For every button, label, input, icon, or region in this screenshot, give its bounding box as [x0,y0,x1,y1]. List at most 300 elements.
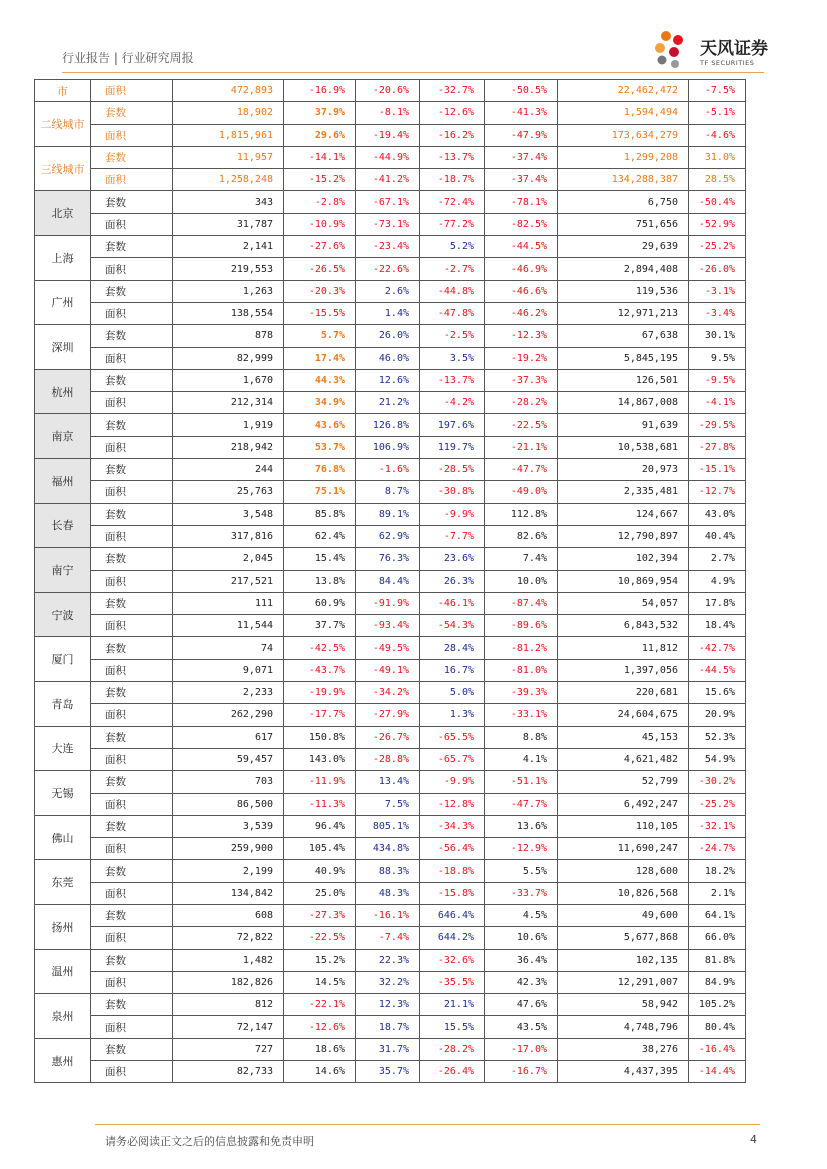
value-cell: 143.0% [284,748,356,770]
value-cell: 4.5% [485,904,558,926]
value-cell: -50.4% [689,191,746,213]
value-cell: 18.4% [689,615,746,637]
value-cell: 220,681 [558,682,689,704]
table-row [35,860,746,882]
value-cell: -81.0% [485,659,558,681]
value-cell: 244 [173,459,284,481]
value-cell: -54.3% [420,615,485,637]
value-cell: 1,815,961 [173,124,284,146]
value-cell: -46.2% [485,302,558,324]
metric-cell: 套数 [91,904,173,926]
metric-cell: 面积 [91,213,173,235]
value-cell: 26.0% [356,325,420,347]
value-cell: 110,105 [558,815,689,837]
value-cell: 5.5% [485,860,558,882]
value-cell: -46.6% [485,280,558,302]
table-row [35,971,746,993]
value-cell: -10.9% [284,213,356,235]
value-cell: -37.4% [485,146,558,168]
value-cell: 49,600 [558,904,689,926]
value-cell: 128,600 [558,860,689,882]
value-cell: 2,199 [173,860,284,882]
value-cell: 12.6% [356,369,420,391]
value-cell: -5.1% [689,102,746,124]
value-cell: -21.1% [485,436,558,458]
value-cell: -47.7% [485,793,558,815]
value-cell: 644.2% [420,927,485,949]
value-cell: 12,790,897 [558,525,689,547]
value-cell: 25.0% [284,882,356,904]
value-cell: 59,457 [173,748,284,770]
table-row [35,525,746,547]
value-cell: 75.1% [284,481,356,503]
city-cell: 上海 [35,236,91,281]
value-cell: 15.2% [284,949,356,971]
value-cell: 23.6% [420,548,485,570]
value-cell: 102,394 [558,548,689,570]
value-cell: 66.0% [689,927,746,949]
value-cell: -27.3% [284,904,356,926]
value-cell: 24,604,675 [558,704,689,726]
value-cell: -28.2% [485,392,558,414]
value-cell: 82,999 [173,347,284,369]
value-cell: -46.1% [420,592,485,614]
value-cell: -28.5% [420,459,485,481]
table-row [35,503,746,525]
value-cell: 17.4% [284,347,356,369]
value-cell: -32.6% [420,949,485,971]
value-cell: 40.4% [689,525,746,547]
value-cell: 805.1% [356,815,420,837]
value-cell: 1,670 [173,369,284,391]
value-cell: 5,677,868 [558,927,689,949]
value-cell: 64.1% [689,904,746,926]
value-cell: -2.7% [420,258,485,280]
value-cell: -32.7% [420,80,485,102]
value-cell: 126.8% [356,414,420,436]
value-cell: 89.1% [356,503,420,525]
value-cell: -7.5% [689,80,746,102]
metric-cell: 面积 [91,748,173,770]
value-cell: -15.5% [284,302,356,324]
value-cell: 21.2% [356,392,420,414]
value-cell: 12,291,007 [558,971,689,993]
logo-name: 天风证券 [700,39,768,59]
value-cell: 212,314 [173,392,284,414]
metric-cell: 套数 [91,1038,173,1060]
table-row [35,793,746,815]
value-cell: 10.0% [485,570,558,592]
value-cell: -65.5% [420,726,485,748]
metric-cell: 面积 [91,80,173,102]
report-header-title: 行业报告 | 行业研究周报 [62,51,194,65]
value-cell: -42.5% [284,637,356,659]
value-cell: -26.7% [356,726,420,748]
value-cell: -49.0% [485,481,558,503]
table-row [35,347,746,369]
metric-cell: 套数 [91,146,173,168]
value-cell: 18.6% [284,1038,356,1060]
value-cell: -50.5% [485,80,558,102]
metric-cell: 面积 [91,570,173,592]
value-cell: -2.8% [284,191,356,213]
table-row [35,80,746,102]
value-cell: 52.3% [689,726,746,748]
value-cell: -12.7% [689,481,746,503]
table-row [35,592,746,614]
value-cell: 8.7% [356,481,420,503]
metric-cell: 面积 [91,1061,173,1083]
table-row [35,949,746,971]
value-cell: 11,957 [173,146,284,168]
value-cell: -17.7% [284,704,356,726]
value-cell: -37.3% [485,369,558,391]
value-cell: -22.6% [356,258,420,280]
value-cell: 218,942 [173,436,284,458]
value-cell: 14.6% [284,1061,356,1083]
value-cell: -82.5% [485,213,558,235]
table-row [35,994,746,1016]
value-cell: 96.4% [284,815,356,837]
value-cell: 58,942 [558,994,689,1016]
metric-cell: 套数 [91,280,173,302]
table-row [35,726,746,748]
value-cell: 6,750 [558,191,689,213]
value-cell: 1.3% [420,704,485,726]
value-cell: 124,667 [558,503,689,525]
table-row [35,927,746,949]
value-cell: 2.1% [689,882,746,904]
value-cell: 138,554 [173,302,284,324]
value-cell: 106.9% [356,436,420,458]
value-cell: -44.8% [420,280,485,302]
value-cell: 7.4% [485,548,558,570]
table-row [35,882,746,904]
metric-cell: 面积 [91,302,173,324]
value-cell: 40.9% [284,860,356,882]
logo-subtitle: TF SECURITIES [700,59,755,67]
value-cell: -42.7% [689,637,746,659]
value-cell: 31.7% [356,1038,420,1060]
value-cell: -39.3% [485,682,558,704]
city-cell: 杭州 [35,369,91,414]
value-cell: 37.7% [284,615,356,637]
metric-cell: 套数 [91,815,173,837]
value-cell: -78.1% [485,191,558,213]
value-cell: 42.3% [485,971,558,993]
value-cell: 173,634,279 [558,124,689,146]
table-row [35,548,746,570]
value-cell: -26.5% [284,258,356,280]
value-cell: 81.8% [689,949,746,971]
value-cell: 150.8% [284,726,356,748]
value-cell: 30.1% [689,325,746,347]
value-cell: 4.1% [485,748,558,770]
value-cell: 37.9% [284,102,356,124]
value-cell: -22.5% [284,927,356,949]
value-cell: -3.4% [689,302,746,324]
value-cell: -73.1% [356,213,420,235]
value-cell: 1,258,248 [173,169,284,191]
value-cell: 14.5% [284,971,356,993]
value-cell: -89.6% [485,615,558,637]
value-cell: 18,902 [173,102,284,124]
value-cell: 43.5% [485,1016,558,1038]
value-cell: 72,822 [173,927,284,949]
value-cell: 31.0% [689,146,746,168]
metric-cell: 面积 [91,1016,173,1038]
company-logo [650,28,770,72]
city-cell: 三线城市 [35,146,91,191]
value-cell: -22.1% [284,994,356,1016]
table-row [35,838,746,860]
table-row [35,302,746,324]
value-cell: 608 [173,904,284,926]
value-cell: 16.7% [420,659,485,681]
value-cell: 2.7% [689,548,746,570]
value-cell: 32.2% [356,971,420,993]
value-cell: -28.2% [420,1038,485,1060]
value-cell: 67,638 [558,325,689,347]
value-cell: 54,057 [558,592,689,614]
value-cell: -47.7% [485,459,558,481]
table-row [35,1038,746,1060]
table-row [35,191,746,213]
table-body [35,80,746,1083]
city-cell: 厦门 [35,637,91,682]
header-rule [62,72,764,73]
table-row [35,236,746,258]
value-cell: 21.1% [420,994,485,1016]
value-cell: -11.9% [284,771,356,793]
value-cell: -52.9% [689,213,746,235]
metric-cell: 面积 [91,971,173,993]
value-cell: -1.6% [356,459,420,481]
value-cell: -19.4% [356,124,420,146]
city-cell: 南京 [35,414,91,459]
value-cell: 119.7% [420,436,485,458]
value-cell: 84.9% [689,971,746,993]
value-cell: -14.4% [689,1061,746,1083]
value-cell: 105.4% [284,838,356,860]
logo-flower-icon [650,28,696,72]
value-cell: -16.9% [284,80,356,102]
value-cell: -16.7% [485,1061,558,1083]
table-row [35,815,746,837]
metric-cell: 面积 [91,124,173,146]
value-cell: -43.7% [284,659,356,681]
value-cell: 217,521 [173,570,284,592]
table-row [35,637,746,659]
table-row [35,146,746,168]
value-cell: 48.3% [356,882,420,904]
value-cell: 6,492,247 [558,793,689,815]
value-cell: -2.5% [420,325,485,347]
value-cell: -44.5% [689,659,746,681]
metric-cell: 面积 [91,481,173,503]
value-cell: 45,153 [558,726,689,748]
value-cell: 102,135 [558,949,689,971]
value-cell: 197.6% [420,414,485,436]
value-cell: 13.6% [485,815,558,837]
metric-cell: 面积 [91,793,173,815]
metric-cell: 套数 [91,771,173,793]
value-cell: -4.6% [689,124,746,146]
table-row [35,904,746,926]
value-cell: -18.8% [420,860,485,882]
value-cell: 3.5% [420,347,485,369]
value-cell: 22,462,472 [558,80,689,102]
value-cell: 3,539 [173,815,284,837]
footer-disclaimer: 请务必阅读正文之后的信息披露和免责申明 [105,1135,314,1148]
value-cell: 44.3% [284,369,356,391]
value-cell: 134,842 [173,882,284,904]
value-cell: -4.2% [420,392,485,414]
value-cell: 617 [173,726,284,748]
city-cell: 北京 [35,191,91,236]
value-cell: 80.4% [689,1016,746,1038]
metric-cell: 套数 [91,994,173,1016]
value-cell: 2,233 [173,682,284,704]
value-cell: 29,639 [558,236,689,258]
value-cell: -12.6% [284,1016,356,1038]
value-cell: -15.1% [689,459,746,481]
value-cell: 82,733 [173,1061,284,1083]
value-cell: -27.8% [689,436,746,458]
value-cell: -14.1% [284,146,356,168]
metric-cell: 套数 [91,102,173,124]
value-cell: -16.4% [689,1038,746,1060]
value-cell: 4,748,796 [558,1016,689,1038]
footer-rule [95,1124,760,1125]
value-cell: 91,639 [558,414,689,436]
value-cell: -25.2% [689,793,746,815]
table-row [35,459,746,481]
value-cell: 54.9% [689,748,746,770]
table-row [35,1016,746,1038]
value-cell: 10,538,681 [558,436,689,458]
metric-cell: 面积 [91,615,173,637]
table-row [35,704,746,726]
value-cell: -25.2% [689,236,746,258]
metric-cell: 面积 [91,392,173,414]
value-cell: 4.9% [689,570,746,592]
metric-cell: 套数 [91,860,173,882]
table-row [35,748,746,770]
value-cell: -41.3% [485,102,558,124]
value-cell: -15.2% [284,169,356,191]
value-cell: -27.9% [356,704,420,726]
value-cell: -11.3% [284,793,356,815]
value-cell: 17.8% [689,592,746,614]
value-cell: 85.8% [284,503,356,525]
value-cell: 5.0% [420,682,485,704]
value-cell: -46.9% [485,258,558,280]
value-cell: 20.9% [689,704,746,726]
value-cell: 10,826,568 [558,882,689,904]
value-cell: 9,071 [173,659,284,681]
city-cell: 长春 [35,503,91,548]
table-row [35,258,746,280]
city-cell: 温州 [35,949,91,994]
value-cell: 82.6% [485,525,558,547]
table-row [35,124,746,146]
city-cell: 广州 [35,280,91,325]
city-cell: 南宁 [35,548,91,593]
value-cell: 34.9% [284,392,356,414]
value-cell: 1,594,494 [558,102,689,124]
value-cell: 126,501 [558,369,689,391]
metric-cell: 面积 [91,927,173,949]
value-cell: 62.9% [356,525,420,547]
value-cell: -9.9% [420,503,485,525]
value-cell: 11,812 [558,637,689,659]
value-cell: 11,690,247 [558,838,689,860]
value-cell: -51.1% [485,771,558,793]
value-cell: -3.1% [689,280,746,302]
value-cell: 18.2% [689,860,746,882]
value-cell: -19.2% [485,347,558,369]
value-cell: -49.1% [356,659,420,681]
value-cell: 434.8% [356,838,420,860]
value-cell: 1,482 [173,949,284,971]
metric-cell: 套数 [91,459,173,481]
value-cell: 28.4% [420,637,485,659]
value-cell: 812 [173,994,284,1016]
value-cell: 76.8% [284,459,356,481]
table-row [35,481,746,503]
value-cell: 35.7% [356,1061,420,1083]
value-cell: 2,141 [173,236,284,258]
value-cell: 15.5% [420,1016,485,1038]
table-row [35,436,746,458]
value-cell: 317,816 [173,525,284,547]
city-sales-table [34,79,746,1083]
value-cell: 26.3% [420,570,485,592]
value-cell: -12.6% [420,102,485,124]
value-cell: 259,900 [173,838,284,860]
value-cell: 1,263 [173,280,284,302]
city-cell: 佛山 [35,815,91,860]
value-cell: 646.4% [420,904,485,926]
table-row [35,414,746,436]
value-cell: -26.4% [420,1061,485,1083]
value-cell: 12,971,213 [558,302,689,324]
value-cell: 22.3% [356,949,420,971]
value-cell: 111 [173,592,284,614]
value-cell: 15.6% [689,682,746,704]
value-cell: 1.4% [356,302,420,324]
city-cell: 惠州 [35,1038,91,1083]
value-cell: -47.8% [420,302,485,324]
city-cell: 深圳 [35,325,91,370]
table-row [35,570,746,592]
value-cell: -15.8% [420,882,485,904]
value-cell: -20.6% [356,80,420,102]
table-row [35,325,746,347]
city-cell: 青岛 [35,682,91,727]
value-cell: -67.1% [356,191,420,213]
city-cell: 东莞 [35,860,91,905]
metric-cell: 套数 [91,191,173,213]
value-cell: 6,843,532 [558,615,689,637]
value-cell: -16.1% [356,904,420,926]
value-cell: 8.8% [485,726,558,748]
value-cell: 751,656 [558,213,689,235]
value-cell: -26.0% [689,258,746,280]
metric-cell: 套数 [91,414,173,436]
city-cell: 宁波 [35,592,91,637]
